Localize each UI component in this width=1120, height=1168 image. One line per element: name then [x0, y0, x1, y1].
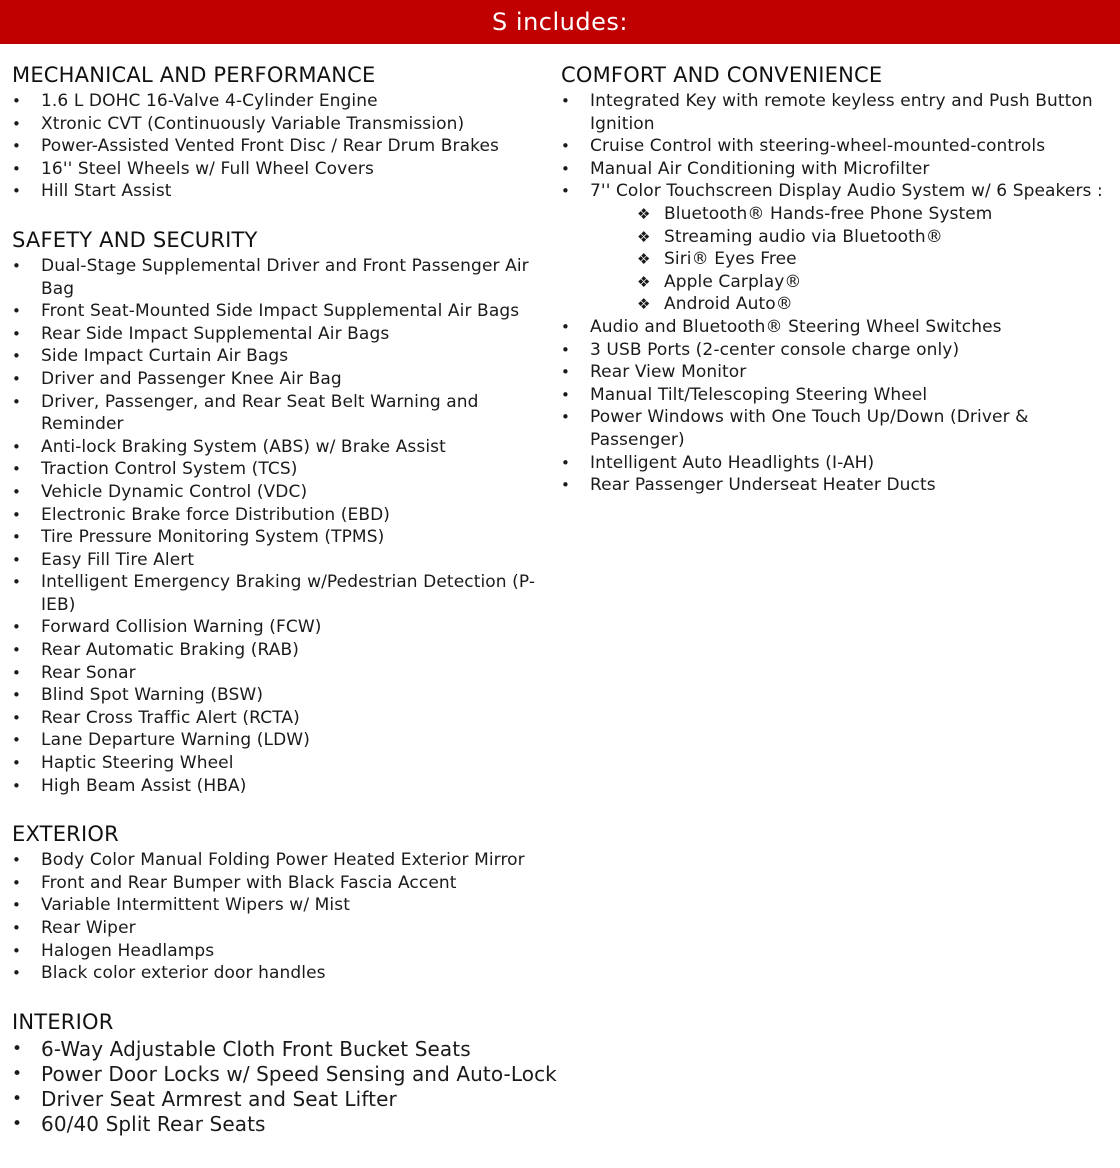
feature-item: • Front and Rear Bumper with Black Fascia Accent [12, 872, 557, 895]
feature-item: • Rear Cross Traffic Alert (RCTA) [12, 707, 557, 730]
sub-feature-item [561, 203, 1106, 226]
right-column [561, 60, 1106, 519]
feature-item: • Rear Wiper [12, 917, 557, 940]
feature-list [12, 90, 557, 203]
feature-item: • 1.6 L DOHC 16-Valve 4-Cylinder Engine [12, 90, 557, 113]
feature-item: • Black color exterior door handles [12, 962, 557, 985]
section-title: COMFORT AND CONVENIENCE [561, 63, 883, 87]
sub-feature-item [561, 271, 1106, 294]
feature-item: • High Beam Assist (HBA) [12, 775, 557, 798]
feature-item: • Vehicle Dynamic Control (VDC) [12, 481, 557, 504]
feature-item: • Power Door Locks w/ Speed Sensing and Auto-Lock [12, 1062, 557, 1087]
diamond-bullet-icon: ❖ [637, 272, 651, 291]
feature-item: • Body Color Manual Folding Power Heated Exterior Mirror [12, 849, 557, 872]
feature-item: • Halogen Headlamps [12, 940, 557, 963]
sub-feature-list [561, 203, 1106, 316]
feature-item: • Electronic Brake force Distribution (EBD) [12, 504, 557, 527]
section-safety-and-security [12, 225, 557, 797]
sub-feature-item [561, 248, 1106, 271]
feature-item: • Xtronic CVT (Continuously Variable Transmission) [12, 113, 557, 136]
diamond-bullet-icon: ❖ [637, 204, 651, 223]
sub-feature-label: Apple Carplay® [664, 271, 802, 292]
section-interior [12, 1007, 557, 1137]
section-title: INTERIOR [12, 1009, 114, 1034]
sub-feature-label: Bluetooth® Hands-free Phone System [664, 203, 993, 224]
feature-item: • Power Windows with One Touch Up/Down (Driver & Passenger) [561, 406, 1106, 451]
feature-item: • Rear Passenger Underseat Heater Ducts [561, 474, 1106, 497]
header-banner [0, 0, 1120, 44]
feature-item: • Rear Side Impact Supplemental Air Bags [12, 323, 557, 346]
sub-feature-label: Android Auto® [664, 294, 793, 315]
feature-item: • Rear View Monitor [561, 361, 1106, 384]
feature-item: • Driver and Passenger Knee Air Bag [12, 368, 557, 391]
feature-item: • Variable Intermittent Wipers w/ Mist [12, 894, 557, 917]
section-title: EXTERIOR [12, 822, 119, 847]
diamond-bullet-icon: ❖ [637, 295, 651, 314]
feature-item: • Intelligent Emergency Braking w/Pedestrian Detection (P-IEB) [12, 571, 557, 616]
feature-item: • Driver, Passenger, and Rear Seat Belt Warning and Reminder [12, 391, 557, 436]
feature-item: • Side Impact Curtain Air Bags [12, 345, 557, 368]
feature-item: • Blind Spot Warning (BSW) [12, 684, 557, 707]
feature-item: • Audio and Bluetooth® Steering Wheel Switches [561, 316, 1106, 339]
feature-item: • Rear Automatic Braking (RAB) [12, 639, 557, 662]
feature-item: • Dual-Stage Supplemental Driver and Front Passenger Air Bag [12, 255, 557, 300]
sub-feature-item [561, 226, 1106, 249]
feature-list [12, 255, 557, 797]
section-title: SAFETY AND SECURITY [12, 227, 258, 252]
feature-item: • Manual Air Conditioning with Microfilter [561, 158, 1106, 181]
diamond-bullet-icon: ❖ [637, 250, 651, 269]
feature-item: • Integrated Key with remote keyless entry and Push Button Ignition [561, 90, 1106, 135]
feature-item: • Easy Fill Tire Alert [12, 549, 557, 572]
section-comfort-and-convenience [561, 60, 1106, 497]
sub-feature-item [561, 293, 1106, 316]
feature-list [561, 90, 1106, 497]
feature-item: • Anti-lock Braking System (ABS) w/ Brake Assist [12, 436, 557, 459]
section-title: MECHANICAL AND PERFORMANCE [12, 63, 376, 87]
feature-item: • Tire Pressure Monitoring System (TPMS) [12, 526, 557, 549]
feature-item: • Manual Tilt/Telescoping Steering Wheel [561, 384, 1106, 407]
sub-feature-label: Siri® Eyes Free [664, 249, 797, 270]
feature-item: • Haptic Steering Wheel [12, 752, 557, 775]
feature-item: • Driver Seat Armrest and Seat Lifter [12, 1087, 557, 1112]
sub-feature-group [561, 203, 1106, 316]
diamond-bullet-icon: ❖ [637, 227, 651, 246]
feature-item: • Intelligent Auto Headlights (I-AH) [561, 452, 1106, 475]
left-column [12, 60, 557, 1159]
feature-list [12, 1037, 557, 1137]
feature-item: • 7'' Color Touchscreen Display Audio System w/ 6 Speakers : [561, 180, 1106, 203]
feature-list [12, 849, 557, 985]
section-mechanical-and-performance [12, 60, 557, 203]
sub-feature-label: Streaming audio via Bluetooth® [664, 226, 943, 247]
feature-item: • Hill Start Assist [12, 180, 557, 203]
feature-item: • Front Seat-Mounted Side Impact Supplemental Air Bags [12, 300, 557, 323]
feature-item: • 6-Way Adjustable Cloth Front Bucket Seats [12, 1037, 557, 1062]
feature-item: • Lane Departure Warning (LDW) [12, 729, 557, 752]
feature-item: • 60/40 Split Rear Seats [12, 1112, 557, 1137]
feature-item: • 16'' Steel Wheels w/ Full Wheel Covers [12, 158, 557, 181]
feature-item: • 3 USB Ports (2-center console charge only) [561, 339, 1106, 362]
section-exterior [12, 819, 557, 985]
feature-item: • Forward Collision Warning (FCW) [12, 616, 557, 639]
feature-item: • Power-Assisted Vented Front Disc / Rear Drum Brakes [12, 135, 557, 158]
feature-item: • Cruise Control with steering-wheel-mounted-controls [561, 135, 1106, 158]
banner-title: S includes: [492, 8, 628, 36]
feature-item: • Rear Sonar [12, 662, 557, 685]
feature-item: • Traction Control System (TCS) [12, 458, 557, 481]
